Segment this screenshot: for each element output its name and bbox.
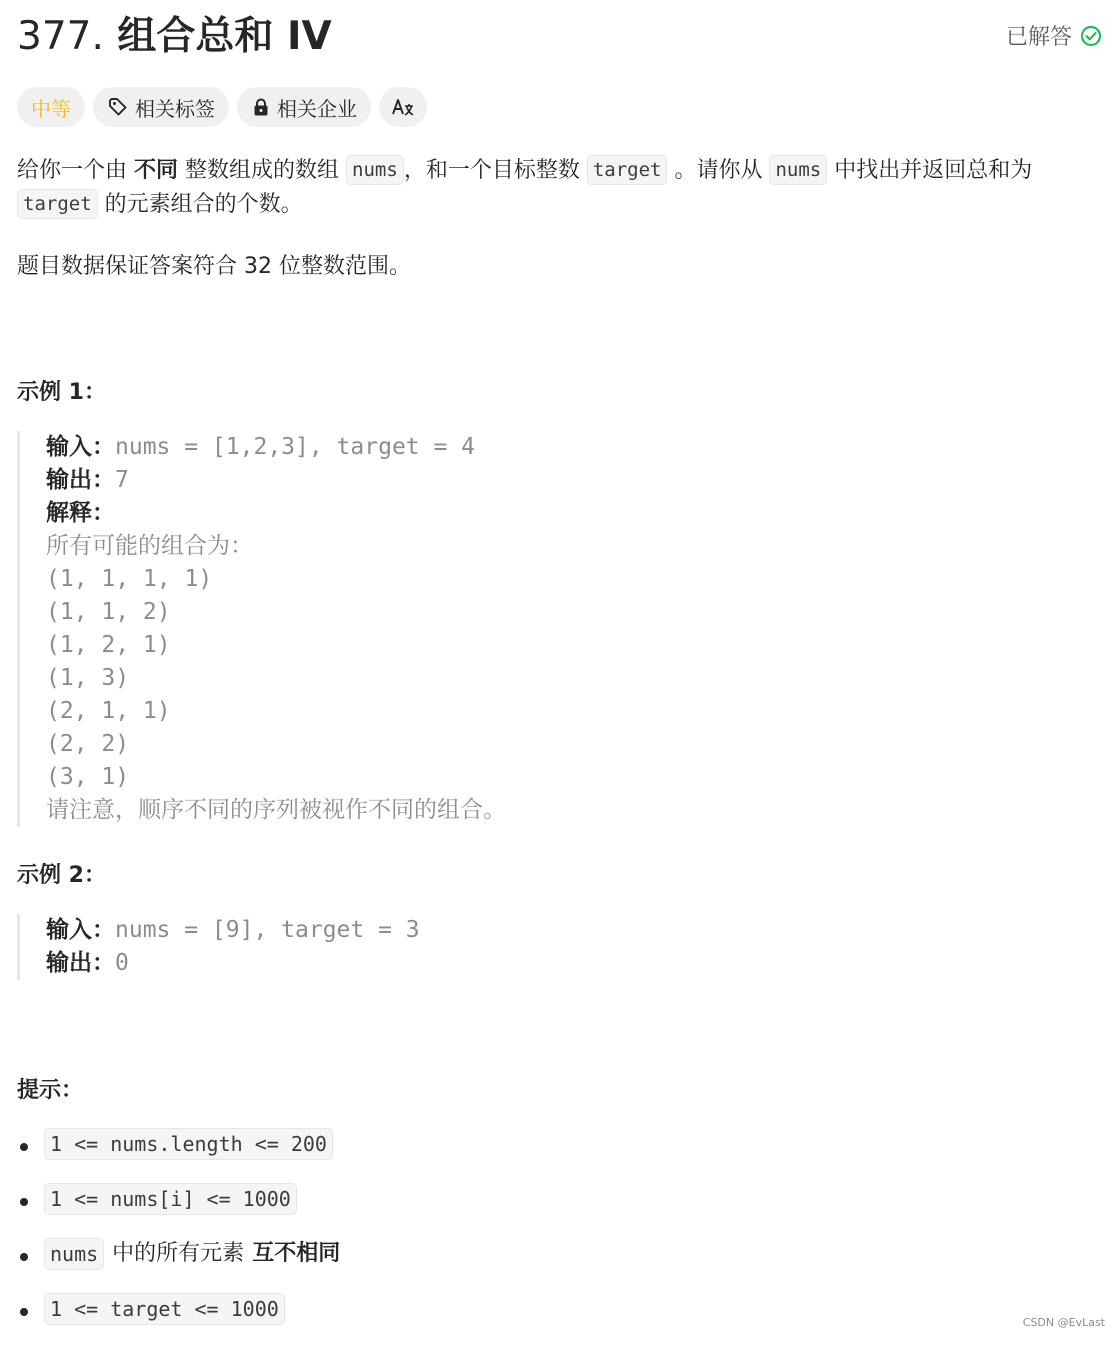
example-2-heading: 示例 2： (17, 863, 106, 888)
constraint-code: 1 <= nums.length <= 200 (44, 1128, 333, 1160)
output-value: 0 (115, 950, 129, 976)
combo-item: (1, 1, 1, 1) (46, 566, 213, 592)
example-1-input (46, 431, 506, 464)
combo-item: (1, 3) (46, 665, 130, 691)
example-2-input (46, 914, 420, 947)
list-item (17, 1183, 340, 1238)
input-value: nums = [9], target = 3 (115, 917, 420, 943)
desc-text: 的元素组合的个数。 (104, 192, 303, 217)
combo-item: (2, 1, 1) (46, 698, 171, 724)
example-1-heading: 示例 1： (17, 380, 106, 405)
solved-status (1006, 20, 1102, 51)
inline-code: nums (769, 155, 827, 185)
companies-tag-button[interactable] (237, 87, 371, 127)
explain-label: 解释： (46, 500, 115, 526)
desc-text: ，和一个目标整数 (403, 158, 580, 183)
input-label: 输入： (46, 434, 115, 460)
output-value: 7 (115, 467, 129, 493)
topics-label: 相关标签 (135, 96, 215, 121)
combo-item: (1, 2, 1) (46, 632, 171, 658)
check-circle-icon (1080, 25, 1102, 47)
watermark: CSDN @EvLast (1022, 1316, 1105, 1329)
desc-text: 给你一个由 (17, 158, 128, 183)
desc-text: 。请你从 (674, 158, 763, 183)
explain-intro: 所有可能的组合为： (46, 533, 253, 559)
example-1-block (17, 431, 506, 827)
problem-title: 组合总和 IV (117, 14, 332, 59)
inline-code: target (587, 155, 668, 185)
input-value: nums = [1,2,3], target = 4 (115, 434, 476, 460)
description-paragraph (17, 154, 1097, 222)
constraint-bold: 互不相同 (252, 1241, 341, 1266)
desc-text: 整数组成的数组 (185, 158, 340, 183)
combo-item: (3, 1) (46, 764, 130, 790)
list-item (17, 1128, 340, 1183)
constraints-list (17, 1128, 340, 1348)
desc-text: 中找出并返回总和为 (834, 158, 1033, 183)
solved-label: 已解答 (1005, 25, 1072, 50)
lock-icon (251, 97, 271, 117)
desc-bold: 不同 (134, 158, 179, 183)
list-item (17, 1238, 340, 1293)
page-title (17, 14, 332, 60)
output-label: 输出： (46, 950, 115, 976)
translate-button[interactable] (379, 87, 427, 127)
topics-tag-button[interactable] (93, 87, 229, 127)
companies-label: 相关企业 (277, 96, 357, 121)
constraint-code: nums (44, 1238, 104, 1270)
combo-item: (2, 2) (46, 731, 130, 757)
inline-code: nums (346, 155, 404, 185)
inline-code: target (17, 189, 98, 219)
difficulty-label: 中等 (31, 96, 71, 121)
translate-icon (391, 96, 415, 118)
input-label: 输入： (46, 917, 115, 943)
tag-icon (107, 96, 129, 118)
tag-row (17, 87, 427, 127)
difficulty-badge[interactable] (17, 87, 85, 127)
constraints-heading: 提示： (17, 1078, 84, 1103)
explain-note: 请注意，顺序不同的序列被视作不同的组合。 (46, 797, 506, 823)
example-1-explain (46, 497, 506, 530)
constraint-text: 中的所有元素 (112, 1241, 245, 1266)
constraint-code: 1 <= target <= 1000 (44, 1293, 285, 1325)
combo-item: (1, 1, 2) (46, 599, 171, 625)
example-2-output (46, 947, 420, 980)
problem-number: 377. (17, 14, 104, 59)
example-1-output (46, 464, 506, 497)
output-label: 输出： (46, 467, 115, 493)
constraint-code: 1 <= nums[i] <= 1000 (44, 1183, 297, 1215)
list-item (17, 1293, 340, 1348)
example-2-block (17, 914, 420, 980)
range-note: 题目数据保证答案符合 32 位整数范围。 (17, 254, 411, 279)
